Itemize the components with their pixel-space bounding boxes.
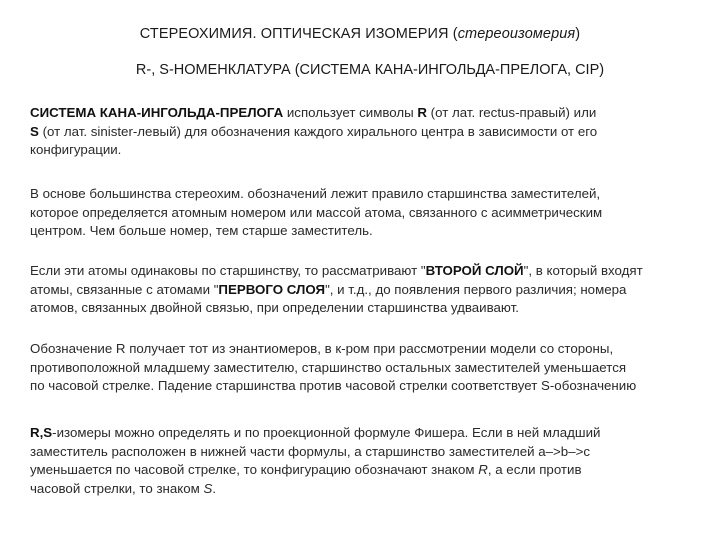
symbol-s: S: [30, 123, 39, 139]
text: , а если против: [487, 462, 582, 478]
term-cip-system: СИСТЕМА КАНА-ИНГОЛЬДА-ПРЕЛОГА: [30, 105, 284, 120]
symbol-r-italic: R: [478, 462, 488, 478]
text: атомы, связанные с атомами ": [30, 281, 219, 297]
paragraph-fischer-projection: [30, 424, 700, 498]
title-main: СТЕРЕОХИМИЯ. ОПТИЧЕСКАЯ ИЗОМЕРИЯ (: [139, 26, 458, 42]
slide-title: [0, 26, 720, 42]
symbol-s-italic: S: [203, 480, 213, 496]
term-first-layer: ПЕРВОГО СЛОЯ: [218, 281, 326, 297]
text: -изомеры можно определять и по проекционной формуле Фишера. Если в ней младший: [52, 425, 601, 440]
text: (от лат. sinister-левый) для обозначения каждого хирального центра в зависимости от его: [38, 123, 598, 139]
text: ", и т.д., до появления первого различия; номера: [325, 281, 627, 297]
paragraph-second-layer: [30, 262, 700, 318]
paragraph-seniority-rule: [30, 185, 700, 241]
text: использует символы: [283, 105, 418, 120]
text-line: центром. Чем больше номер, тем старше заместитель.: [30, 223, 373, 239]
term-second-layer: ВТОРОЙ СЛОЙ: [425, 263, 524, 278]
term-rs: R,S: [30, 425, 53, 440]
slide-subtitle: R-, S-НОМЕНКЛАТУРА (СИСТЕМА КАНА-ИНГОЛЬДА-ПРЕЛОГА, CIP): [135, 62, 605, 78]
text: Если эти атомы одинаковы по старшинству, то рассматривают ": [30, 263, 426, 278]
text-line: по часовой стрелке. Падение старшинства против часовой стрелки соответствует S-обозначению: [30, 378, 637, 394]
text-line: противоположной младшему заместителю, старшинство остальных заместителей уменьшается: [30, 359, 627, 375]
text: .: [212, 480, 217, 496]
text: уменьшается по часовой стрелке, то конфигурацию обозначают знаком: [30, 462, 479, 478]
text-line: В основе большинства стереохим. обозначений лежит правило старшинства заместителей,: [30, 186, 601, 201]
symbol-r: R: [417, 105, 427, 120]
text-line: атомов, связанных двойной связью, при определении старшинства удваивают.: [30, 300, 519, 316]
text: (от лат. rectus-правый) или: [426, 105, 597, 120]
text: конфигурации.: [30, 142, 122, 158]
title-close: ): [575, 26, 581, 42]
text: часовой стрелки, то знаком: [30, 480, 204, 496]
text-line: Обозначение R получает тот из энантиомеров, в к-ром при рассмотрении модели со стороны,: [30, 341, 614, 356]
paragraph-r-designation: [30, 340, 700, 396]
paragraph-cip-system: [30, 104, 700, 160]
text: ", в который входят: [523, 263, 643, 278]
title-italic: стереоизомерия: [457, 26, 576, 42]
text-line: заместитель расположен в нижней части формулы, а старшинство заместителей a–>b–>c: [30, 443, 591, 459]
text-line: которое определяется атомным номером или массой атома, связанного с асимметрическим: [30, 204, 603, 220]
